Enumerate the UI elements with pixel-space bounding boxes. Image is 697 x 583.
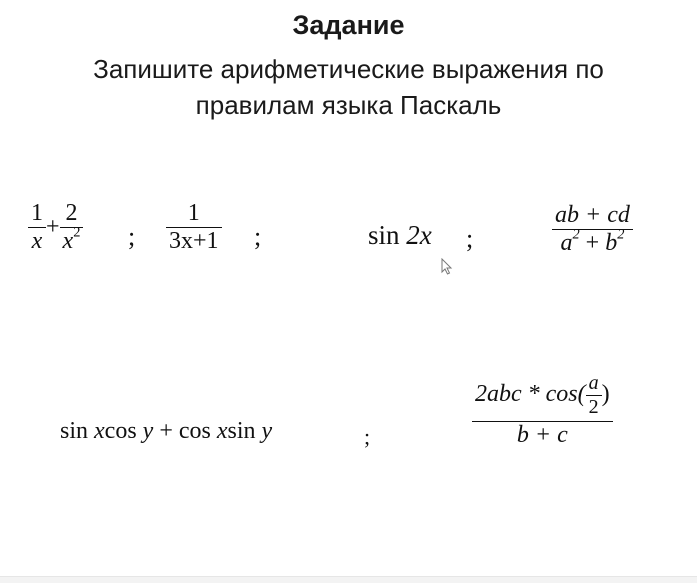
expression-1 — [28, 200, 83, 255]
expression-3 — [368, 220, 432, 251]
expression-6 — [472, 372, 613, 449]
denominator: $a^2 + b^2$ — [560, 226, 625, 256]
semicolon-3: ; — [466, 224, 474, 253]
plus-sign: + — [159, 418, 173, 444]
numerator: 2abc * cos( $\frac{a}{2}$ ) — [472, 372, 613, 422]
expression-4 — [552, 202, 633, 257]
mouse-pointer-icon — [440, 258, 454, 276]
expression-5 — [60, 418, 272, 445]
subtitle-line-2: правилам языка Паскаль — [195, 90, 502, 120]
argument: 2x — [406, 220, 432, 250]
fraction-1-over-3x-plus-1 — [166, 200, 222, 255]
fraction-2abc-cos-over-b-plus-c — [472, 372, 613, 449]
semicolon-4: ; — [364, 424, 371, 449]
fraction-1-over-x — [28, 200, 46, 255]
cos-1: cos — [104, 418, 137, 444]
numerator: 1 — [28, 200, 46, 228]
denominator: x — [31, 228, 43, 254]
slide-title: Задание — [292, 10, 405, 40]
denominator: $x^2$ — [62, 224, 81, 254]
expression-2 — [166, 200, 222, 255]
var-y-2: y — [261, 418, 273, 444]
var-x-1: x — [94, 418, 105, 444]
sin-1: sin — [60, 418, 89, 444]
fraction-2-over-x-squared — [60, 200, 84, 255]
numerator: 2 — [60, 200, 84, 228]
var-x-2: x — [216, 418, 228, 444]
fraction-ab-cd-over-a2-b2 — [552, 202, 633, 257]
sin-2: sin — [227, 418, 256, 444]
plus-sign: + — [46, 214, 60, 240]
semicolon-1: ; — [128, 222, 136, 251]
semicolon-2: ; — [254, 222, 262, 251]
numerator: 1 — [166, 200, 222, 228]
subtitle-line-1: Запишите арифметические выражения по — [93, 54, 604, 84]
inner-fraction-a-over-2: $\frac{a}{2}$ — [586, 372, 602, 419]
denominator: 3x+1 — [169, 228, 219, 254]
bottom-strip — [0, 576, 697, 583]
sin-function: sin — [368, 220, 400, 250]
cos-2: cos — [178, 418, 211, 444]
denominator: b + c — [516, 422, 568, 448]
numerator: ab + cd — [552, 202, 633, 230]
var-y-1: y — [142, 418, 154, 444]
